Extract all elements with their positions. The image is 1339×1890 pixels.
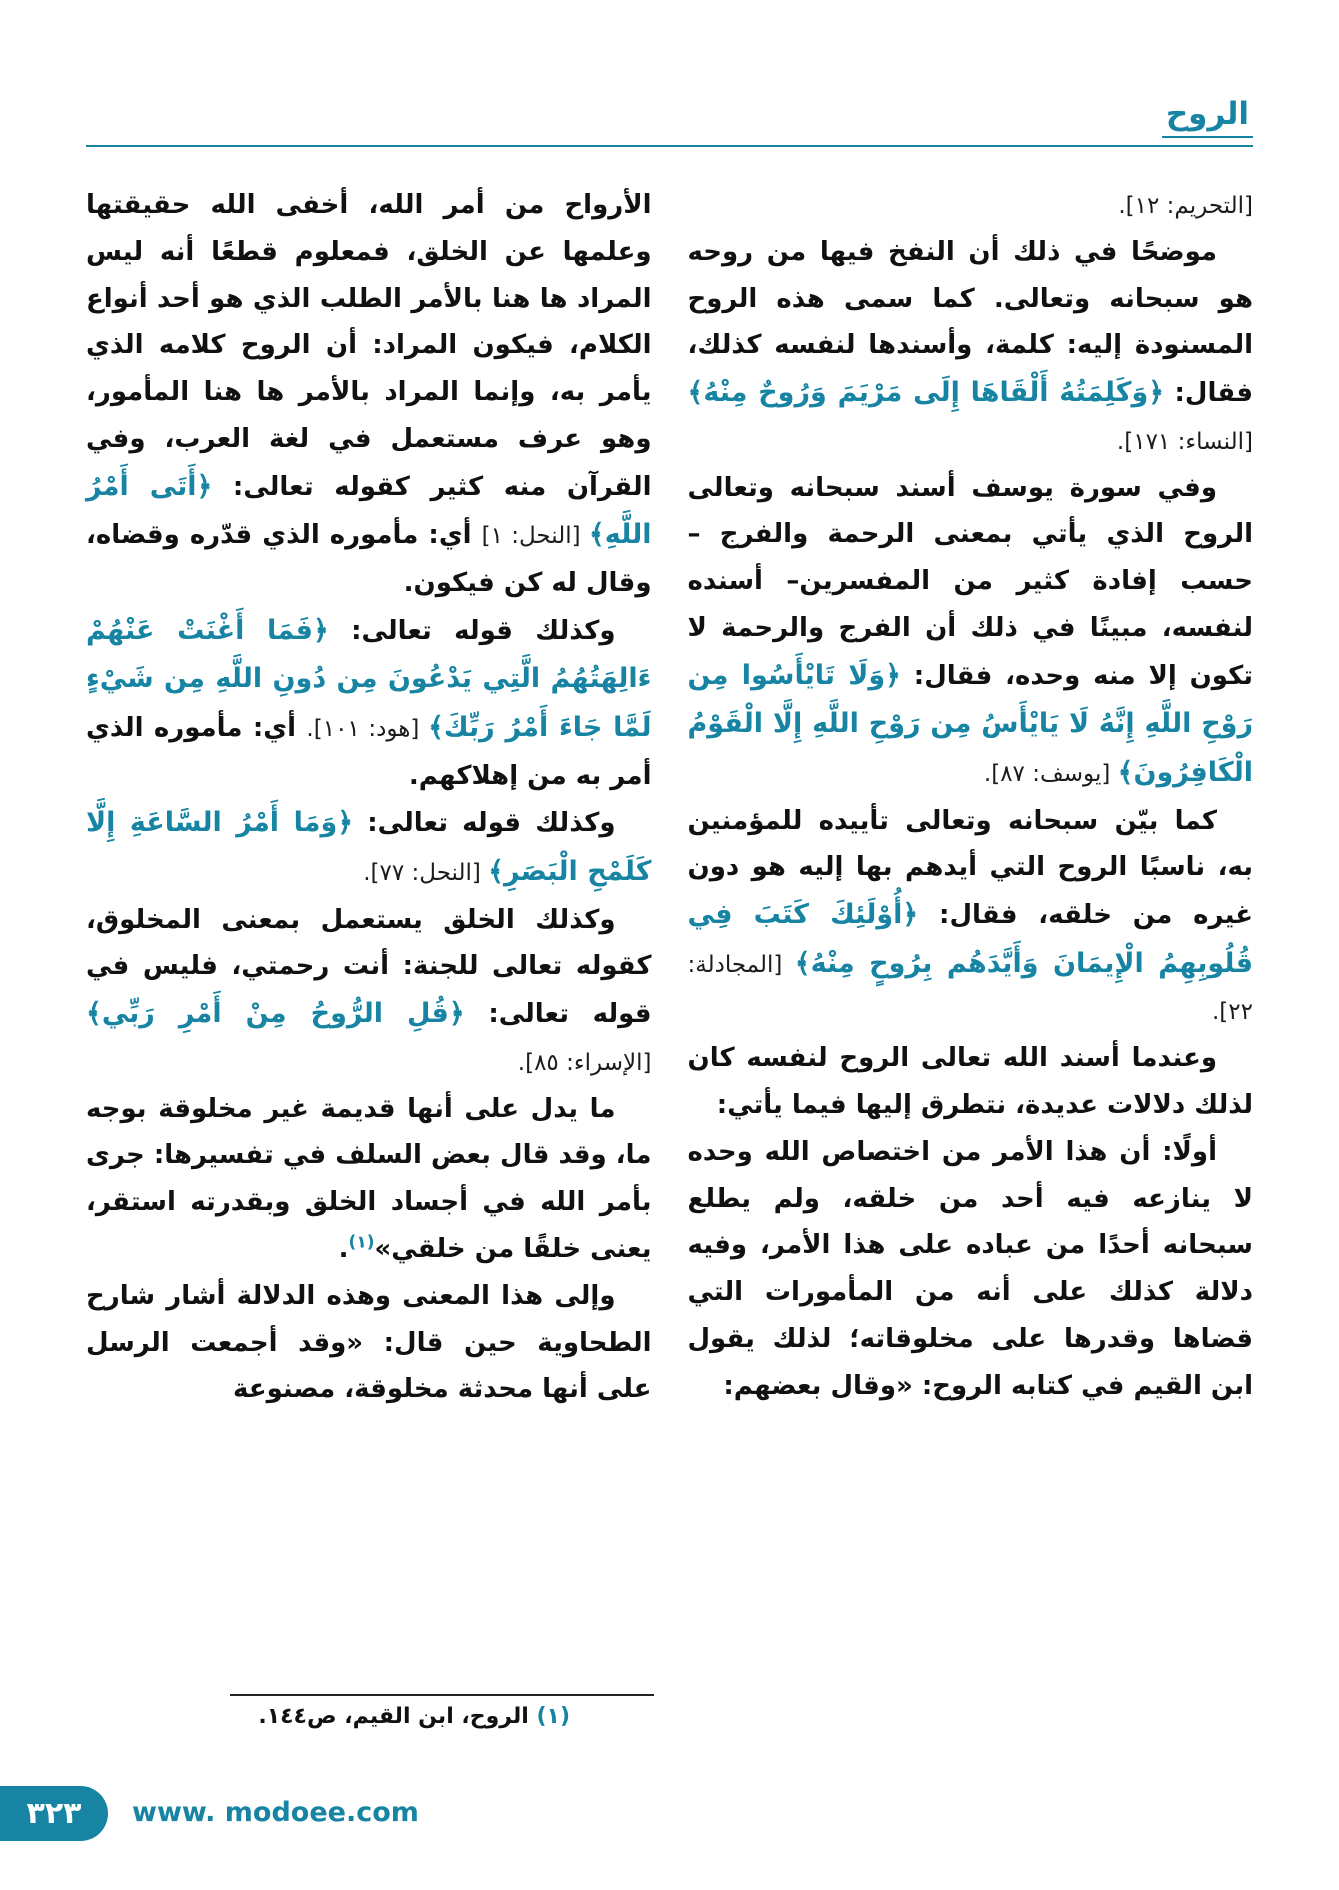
body-text: وإلى هذا المعنى وهذه الدلالة أشار شارح الطحاوية حين قال: «وقد أجمعت الرسل على أنها محدثة مخلوقة، مصنوعة <box>86 1280 652 1405</box>
body-text: أولًا: أن هذا الأمر من اختصاص الله وحده لا ينازعه فيه أحد من خلقه، ولم يطلع سبحانه أحدًا من عباده على هذا الأمر، وفيه دلالة كذلك على أنه من المأمورات التي قضاها وقدرها على مخلوقاته؛ لذلك يقول ابن القيم في كتابه الروح: «وقال بعضهم: <box>687 1136 1253 1401</box>
body-text: موضحًا في ذلك أن النفخ فيها من روحه هو سبحانه وتعالى. كما سمى هذه الروح المسنودة إليه: كلمة، وأسندها لنفسه كذلك، فقال: <box>687 236 1253 409</box>
paragraph <box>86 182 652 607</box>
body-text: كما بيّن سبحانه وتعالى تأييده للمؤمنين به، ناسبًا الروح التي أيدهم بها إليه هو دون غيره من خلقه، فقال: <box>687 805 1253 931</box>
verse-reference: [التحريم: ١٢]. <box>1118 193 1253 219</box>
paragraph <box>86 607 652 800</box>
quran-verse: ﴿أُوْلَئِكَ كَتَبَ فِي قُلُوبِهِمُ الْإِيمَانَ وَأَيَّدَهُم بِرُوحٍ مِنْهُ﴾ <box>687 899 1253 979</box>
footnote-text <box>230 1704 654 1729</box>
page-number-badge <box>0 1786 108 1841</box>
footnote-number: (١) <box>536 1704 570 1729</box>
verse-reference: [هود: ١٠١]. <box>306 715 429 742</box>
paragraph <box>688 798 1254 1036</box>
paragraph <box>86 1273 652 1413</box>
quran-verse: ﴿أَتَى أَمْرُ اللَّهِ﴾ <box>86 470 652 551</box>
body-text: وكذلك قوله تعالى: <box>328 615 616 646</box>
left-column <box>86 182 652 1413</box>
verse-reference: [المجادلة: ٢٢]. <box>687 951 1253 1026</box>
paragraph <box>688 465 1254 798</box>
body-text: أي: مأموره الذي قدّره وقضاه، وقال له كن فيكون. <box>86 520 652 598</box>
body-text: وكذلك قوله تعالى: <box>353 808 616 839</box>
body-text: أي: مأموره الذي أمر به من إهلاكهم. <box>86 712 652 791</box>
paragraph <box>688 1129 1254 1410</box>
paragraph <box>86 897 652 1086</box>
quran-verse: ﴿وَلَا تَايْأَسُوا مِن رَوْحِ اللَّهِ إِنَّهُ لَا يَايْأَسُ مِن رَوْحِ اللَّهِ إِلَّا الْقَوْمُ الْكَافِرُونَ﴾ <box>687 659 1253 788</box>
verse-reference: [الإسراء: ٨٥]. <box>517 1049 652 1076</box>
body-text: . <box>338 1233 349 1264</box>
body-text: ما يدل على أنها قديمة غير مخلوقة بوجه ما، وقد قال بعض السلف في تفسيرها: جرى بأمر الله في أجساد الخلق وبقدرته استقر، يعنى خلقًا من خلقي» <box>86 1093 652 1264</box>
page-header <box>86 96 1253 147</box>
right-column <box>688 182 1254 1410</box>
website-url: www. modoee.com <box>132 1797 419 1828</box>
body-columns <box>86 182 1253 1413</box>
paragraph <box>688 182 1254 229</box>
footnote <box>230 1694 654 1729</box>
quran-verse: ﴿فَمَا أَغْنَتْ عَنْهُمْ ءَالِهَتُهُمُ الَّتِي يَدْعُونَ مِن دُونِ اللَّهِ مِن شَيْءٍ لَمَّا جَاءَ أَمْرُ رَبِّكَ﴾ <box>86 614 652 743</box>
paragraph <box>86 1086 652 1273</box>
body-text: وعندما أسند الله تعالى الروح لنفسه كان لذلك دلالات عديدة، نتطرق إليها فيما يأتي: <box>687 1043 1253 1120</box>
verse-reference: [النساء: ١٧١]. <box>1116 428 1253 455</box>
footnote-body: الروح، ابن القيم، ص١٤٤. <box>258 1704 537 1729</box>
page-number: ٣٢٣ <box>26 1796 82 1831</box>
body-text: وفي سورة يوسف أسند سبحانه وتعالى الروح الذي يأتي بمعنى الرحمة والفرج –حسب إفادة كثير من المفسرين– أسنده لنفسه، مبينًا في ذلك أن الفرج والرحمة لا تكون إلا منه وحده، فقال: <box>687 472 1253 691</box>
paragraph <box>688 229 1254 465</box>
body-text: الأرواح من أمر الله، أخفى الله حقيقتها وعلمها عن الخلق، فمعلوم قطعًا أنه ليس المراد ها هنا بالأمر الطلب الذي هو أحد أنواع الكلام، فيكون المراد: أن الروح كلامه الذي يأمر به، وإنما المراد بالأمر ها هنا المأمور، وهو عرف مستعمل في لغة العرب، وفي القرآن منه كثير كقوله تعالى: <box>86 190 652 502</box>
page-title: الروح <box>1162 96 1253 138</box>
verse-reference: [يوسف: ٨٧]. <box>983 760 1118 787</box>
verse-reference: [النحل: ٧٧]. <box>363 859 489 886</box>
quran-verse: ﴿وَكَلِمَتُهُ أَلْقَاهَا إِلَى مَرْيَمَ وَرُوحٌ مِنْهُ﴾ <box>687 377 1165 409</box>
quran-verse: ﴿وَمَا أَمْرُ السَّاعَةِ إِلَّا كَلَمْحِ الْبَصَرِ﴾ <box>86 807 652 887</box>
quran-verse: ﴿قُلِ الرُّوحُ مِنْ أَمْرِ رَبِّي﴾ <box>86 998 465 1030</box>
paragraph <box>688 1035 1254 1129</box>
paragraph <box>86 799 652 896</box>
footnote-marker: (١) <box>348 1232 375 1253</box>
verse-reference: [النحل: ١] <box>481 523 589 550</box>
body-text: وكذلك الخلق يستعمل بمعنى المخلوق، كقوله تعالى للجنة: أنت رحمتي، فليس في قوله تعالى: <box>86 904 652 1030</box>
